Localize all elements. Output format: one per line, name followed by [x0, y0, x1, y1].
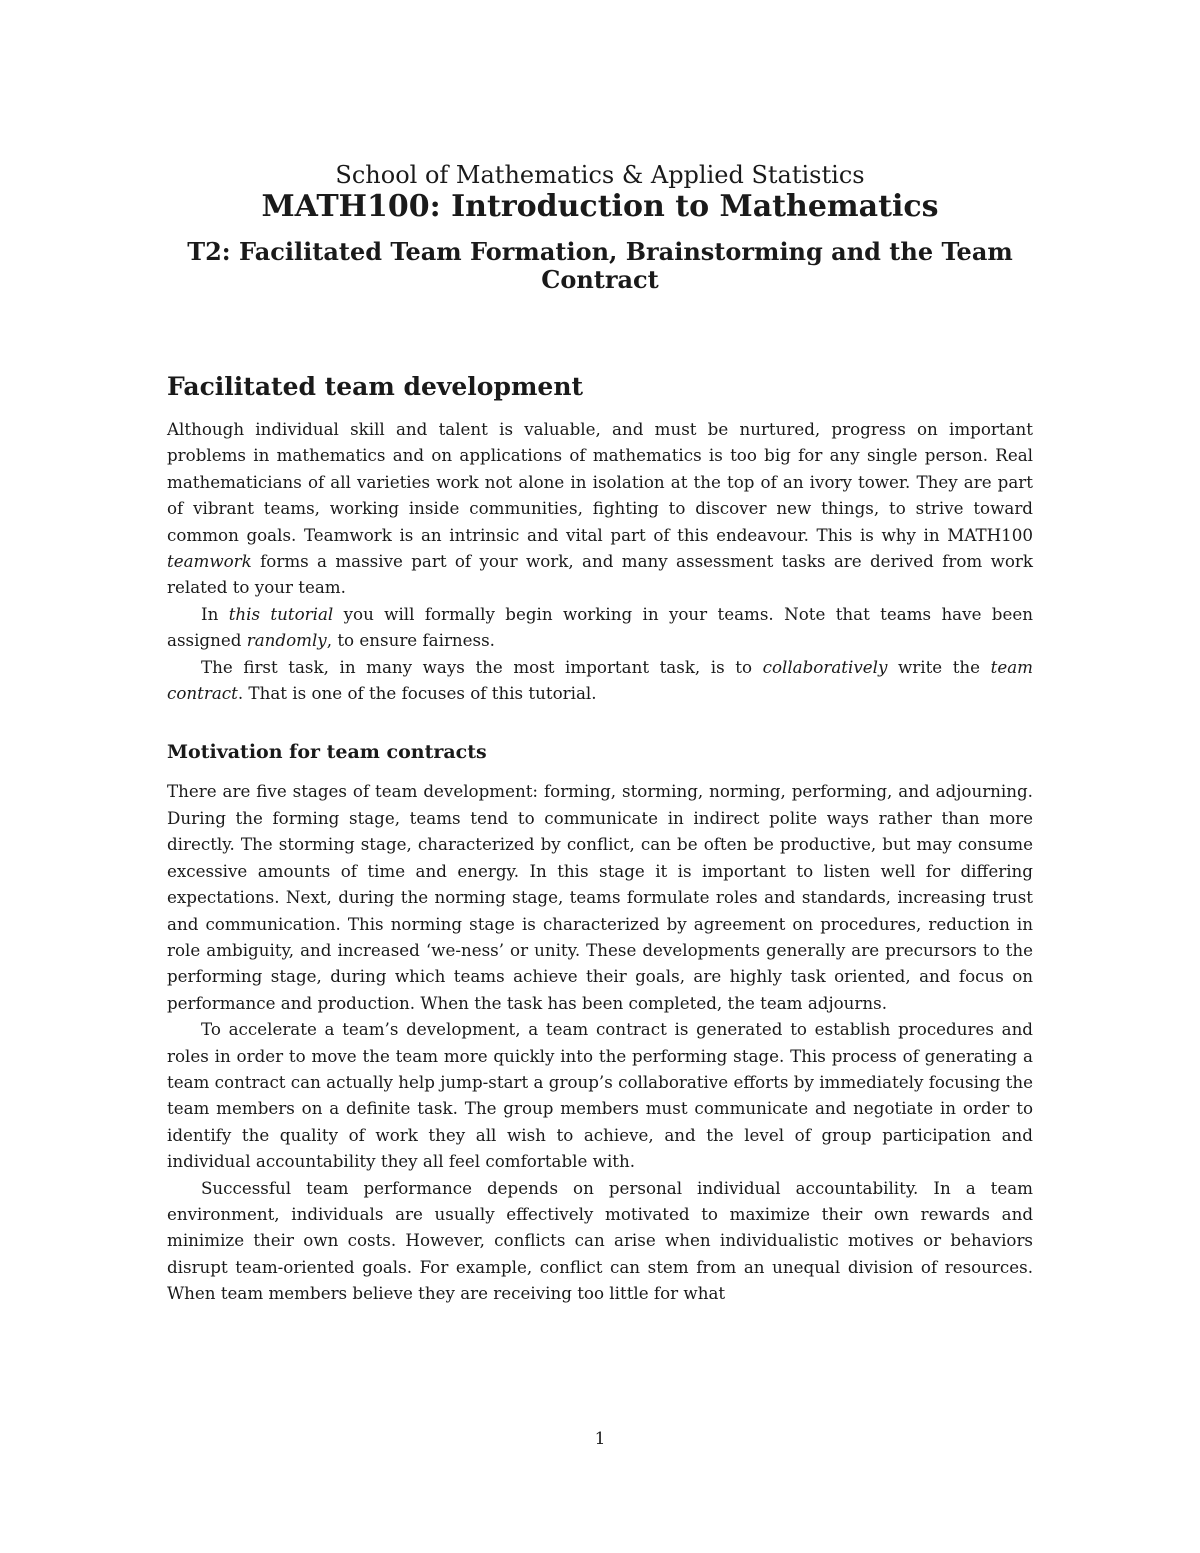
- school-name: School of Mathematics & Applied Statistics: [335, 161, 865, 189]
- paragraph-stages: There are five stages of team development: forming, storming, norming, performing, and adjourning. During the forming stage, teams tend to communicate in indirect polite ways rather than more directly. The storming stage, characterized by conflict, can be often be productive, but may consume excessive amounts of time and energy. In this stage it is important to listen well for differing expectations. Next, during the norming stage, teams formulate roles and standards, increasing trust and communication. This norming stage is characterized by agreement on procedures, reduction in role ambiguity, and increased ‘we-ness’ or unity. These developments generally are precursors to the performing stage, during which teams achieve their goals, are highly task oriented, and focus on performance and production. When the task has been completed, the team adjourns.: [167, 781, 1033, 1013]
- emphasis-text: this tutorial: [228, 603, 334, 624]
- text-run: Although individual skill and talent is valuable, and must be nurtured, progress on important problems in mathematics and on applications of mathematics is too big for any single person. Real mathematicians of all varieties work not alone in isolation at the top of an ivory tower. They are part of vibrant teams, working inside communities, fighting to discover new things, to strive toward common goals. Teamwork is an intrinsic and vital part of this endeavour. This is why in MATH100: [167, 419, 1033, 545]
- paragraph-tutorial: [167, 601, 1033, 654]
- paragraph-intro: [167, 416, 1033, 601]
- course-title: MATH100: Introduction to Mathematics: [261, 189, 939, 224]
- paragraph-first-task: [167, 654, 1033, 707]
- text-run: you will formally begin working in your teams. Note that teams have been assigned: [167, 603, 1033, 651]
- emphasis-text: collaboratively: [762, 656, 888, 677]
- emphasis-text: randomly: [246, 630, 327, 651]
- tutorial-title: T2: Facilitated Team Formation, Brainstorming and the Team Contract: [187, 237, 1013, 294]
- text-run: The first task, in many ways the most important task, is to: [201, 656, 763, 677]
- text-run: . That is one of the focuses of this tutorial.: [237, 683, 597, 704]
- text-run: In: [201, 603, 229, 624]
- text-run: forms a massive part of your work, and many assessment tasks are derived from work related to your team.: [167, 551, 1033, 598]
- page-number: 1: [594, 1429, 606, 1449]
- emphasis-text: team contract: [167, 656, 1033, 704]
- text-run: write the: [887, 656, 991, 677]
- text-run: , to ensure fairness.: [326, 630, 495, 651]
- paragraph-accelerate: To accelerate a team’s development, a team contract is generated to establish procedures and roles in order to move the team more quickly into the performing stage. This process of generating a team contract can actually help jump-start a group’s collaborative efforts by immediately focusing the team members on a definite task. The group members must communicate and negotiate in order to identify the quality of work they all wish to achieve, and the level of group participation and individual accountability they all feel comfortable with.: [167, 1019, 1033, 1172]
- section-heading-team-development: Facilitated team development: [167, 372, 584, 401]
- section-heading-motivation: Motivation for team contracts: [167, 741, 487, 764]
- emphasis-text: teamwork: [167, 551, 252, 572]
- title-block: [167, 160, 1033, 294]
- paragraph-accountability: Successful team performance depends on personal individual accountability. In a team environment, individuals are usually effectively motivated to maximize their own rewards and minimize their own costs. However, conflicts can arise when individualistic motives or behaviors disrupt team-oriented goals. For example, conflict can stem from an unequal division of resources. When team members believe they are receiving too little for what: [167, 1177, 1033, 1304]
